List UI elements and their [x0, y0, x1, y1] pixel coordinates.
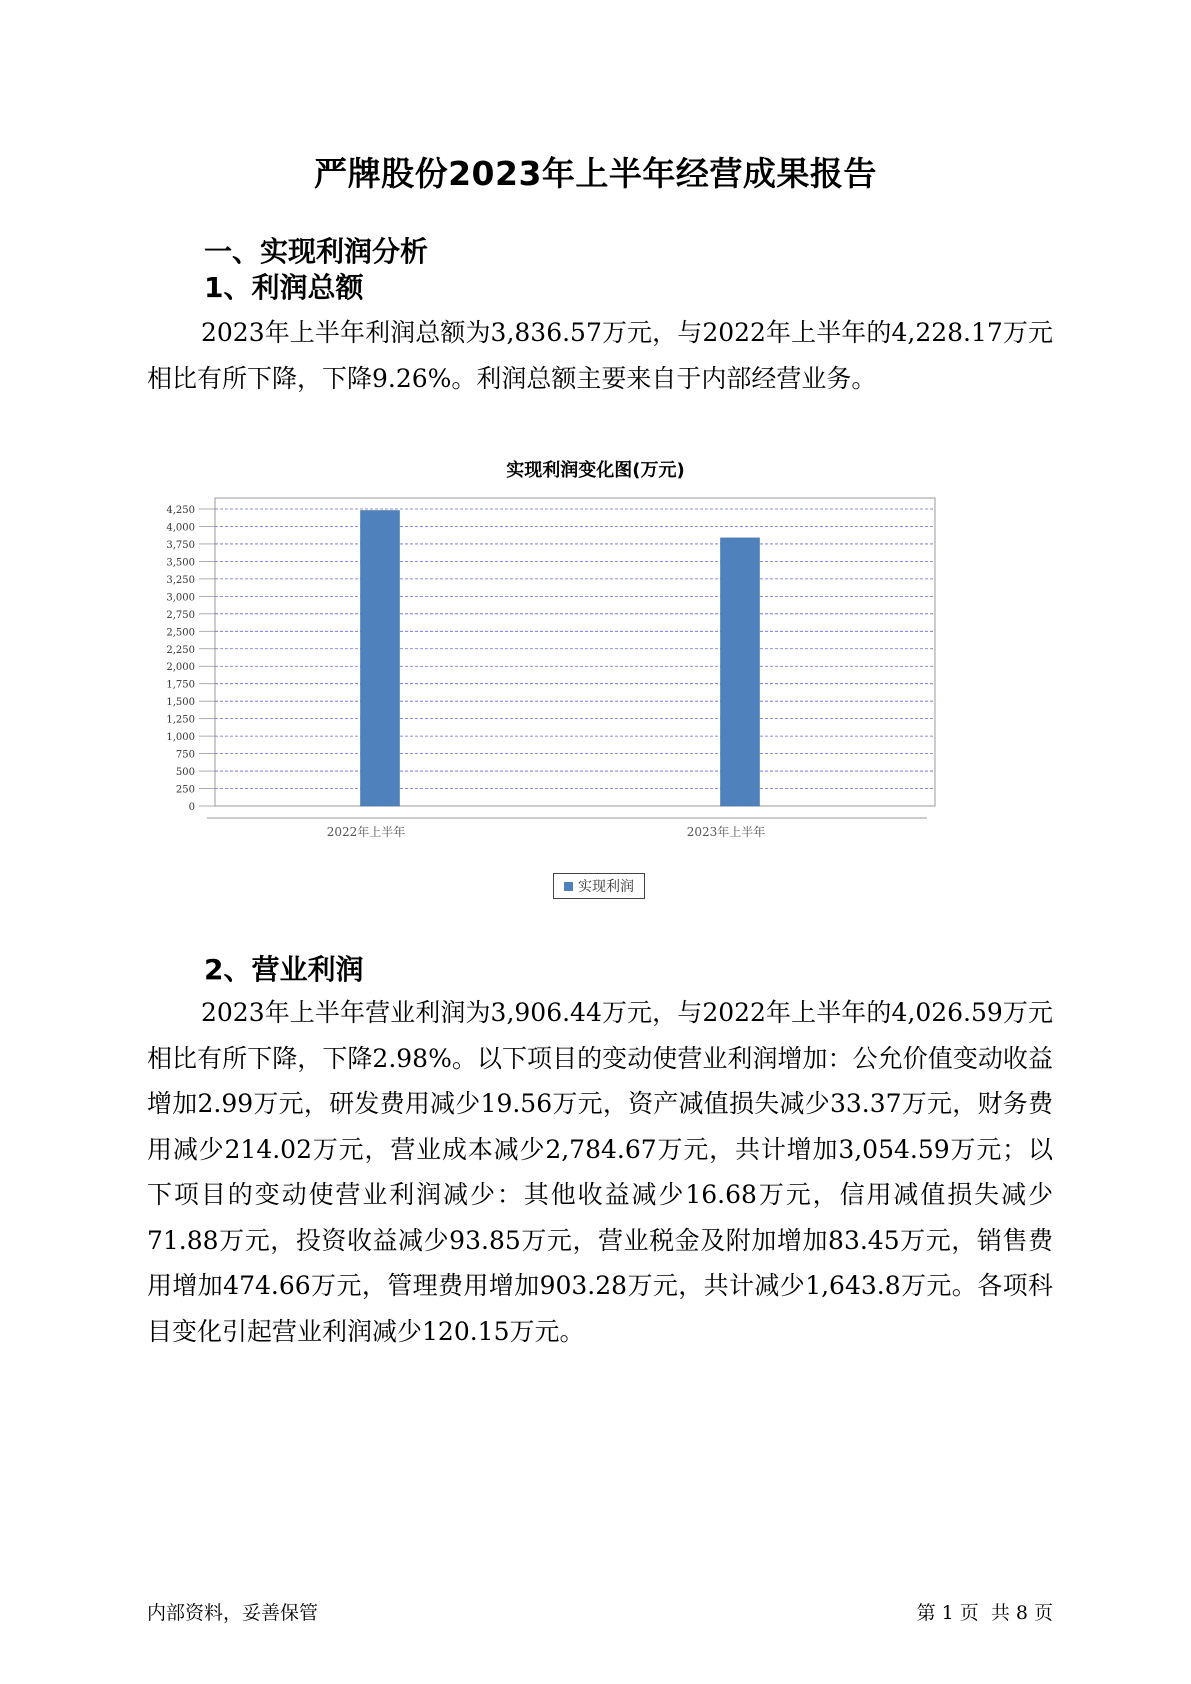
y-tick-label: 3,750	[166, 539, 195, 551]
operating-profit-paragraph: 2023年上半年营业利润为3,906.44万元，与2022年上半年的4,026.59万元相比有所下降，下降2.98%。以下项目的变动使营业利润增加：公允价值变动收益增加2.99万元，研发费用减少19.56万元，资产减值损失减少33.37万元，财务费用减少214.02万元，营业成本减少2,784.67万元，共计增加3,054.59万元；以下项目的变动使营业利润减少：其他收益减少16.68万元，信用减值损失减少71.88万元，投资收益减少93.85万元，营业税金及附加增加83.45万元，销售费用增加474.66万元，管理费用增加903.28万元，共计减少1,643.8万元。各项科目变化引起营业利润减少120.15万元。	[147, 998, 1053, 1346]
y-tick-label: 4,250	[166, 505, 195, 516]
y-tick-label: 3,500	[166, 557, 195, 569]
x-tick-label: 2022年上半年	[326, 825, 406, 839]
bar-2022h1	[361, 511, 400, 806]
y-tick-label: 2,000	[166, 662, 195, 674]
y-tick-label: 2,750	[166, 609, 195, 621]
section-heading-profit-analysis: 一、实现利润分析	[204, 235, 429, 268]
document-title: 严牌股份2023年上半年经营成果报告	[314, 154, 877, 193]
footer-page-info: 第 1 页 共 8 页	[916, 1602, 1053, 1624]
y-tick-label: 1,750	[166, 679, 195, 691]
y-tick-label: 250	[175, 784, 195, 796]
y-tick-label: 2,500	[166, 627, 195, 639]
subsection-heading-operating-profit: 2、营业利润	[204, 953, 364, 986]
y-tick-label: 1,500	[166, 697, 195, 709]
y-tick-label: 3,250	[166, 574, 195, 586]
y-tick-label: 750	[175, 749, 195, 761]
profit-bar-chart	[160, 488, 960, 868]
legend-label: 实现利润	[578, 879, 634, 895]
bar-2023h1	[721, 538, 760, 806]
y-tick-label: 4,000	[166, 522, 195, 534]
y-tick-label: 500	[175, 767, 195, 779]
legend-swatch	[564, 882, 573, 891]
chart-legend	[553, 873, 645, 899]
y-tick-label: 1,000	[166, 732, 195, 744]
y-tick-label: 0	[188, 802, 195, 813]
chart-title: 实现利润变化图(万元)	[506, 460, 685, 481]
y-tick-label: 2,250	[166, 644, 195, 656]
footer-confidential-note: 内部资料，妥善保管	[147, 1602, 319, 1624]
x-tick-label: 2023年上半年	[686, 825, 766, 839]
total-profit-paragraph: 2023年上半年利润总额为3,836.57万元，与2022年上半年的4,228.17万元相比有所下降，下降9.26%。利润总额主要来自于内部经营业务。	[147, 318, 1053, 393]
subsection-heading-total-profit: 1、利润总额	[204, 271, 364, 304]
y-tick-label: 1,250	[166, 714, 195, 726]
y-tick-label: 3,000	[166, 592, 195, 604]
